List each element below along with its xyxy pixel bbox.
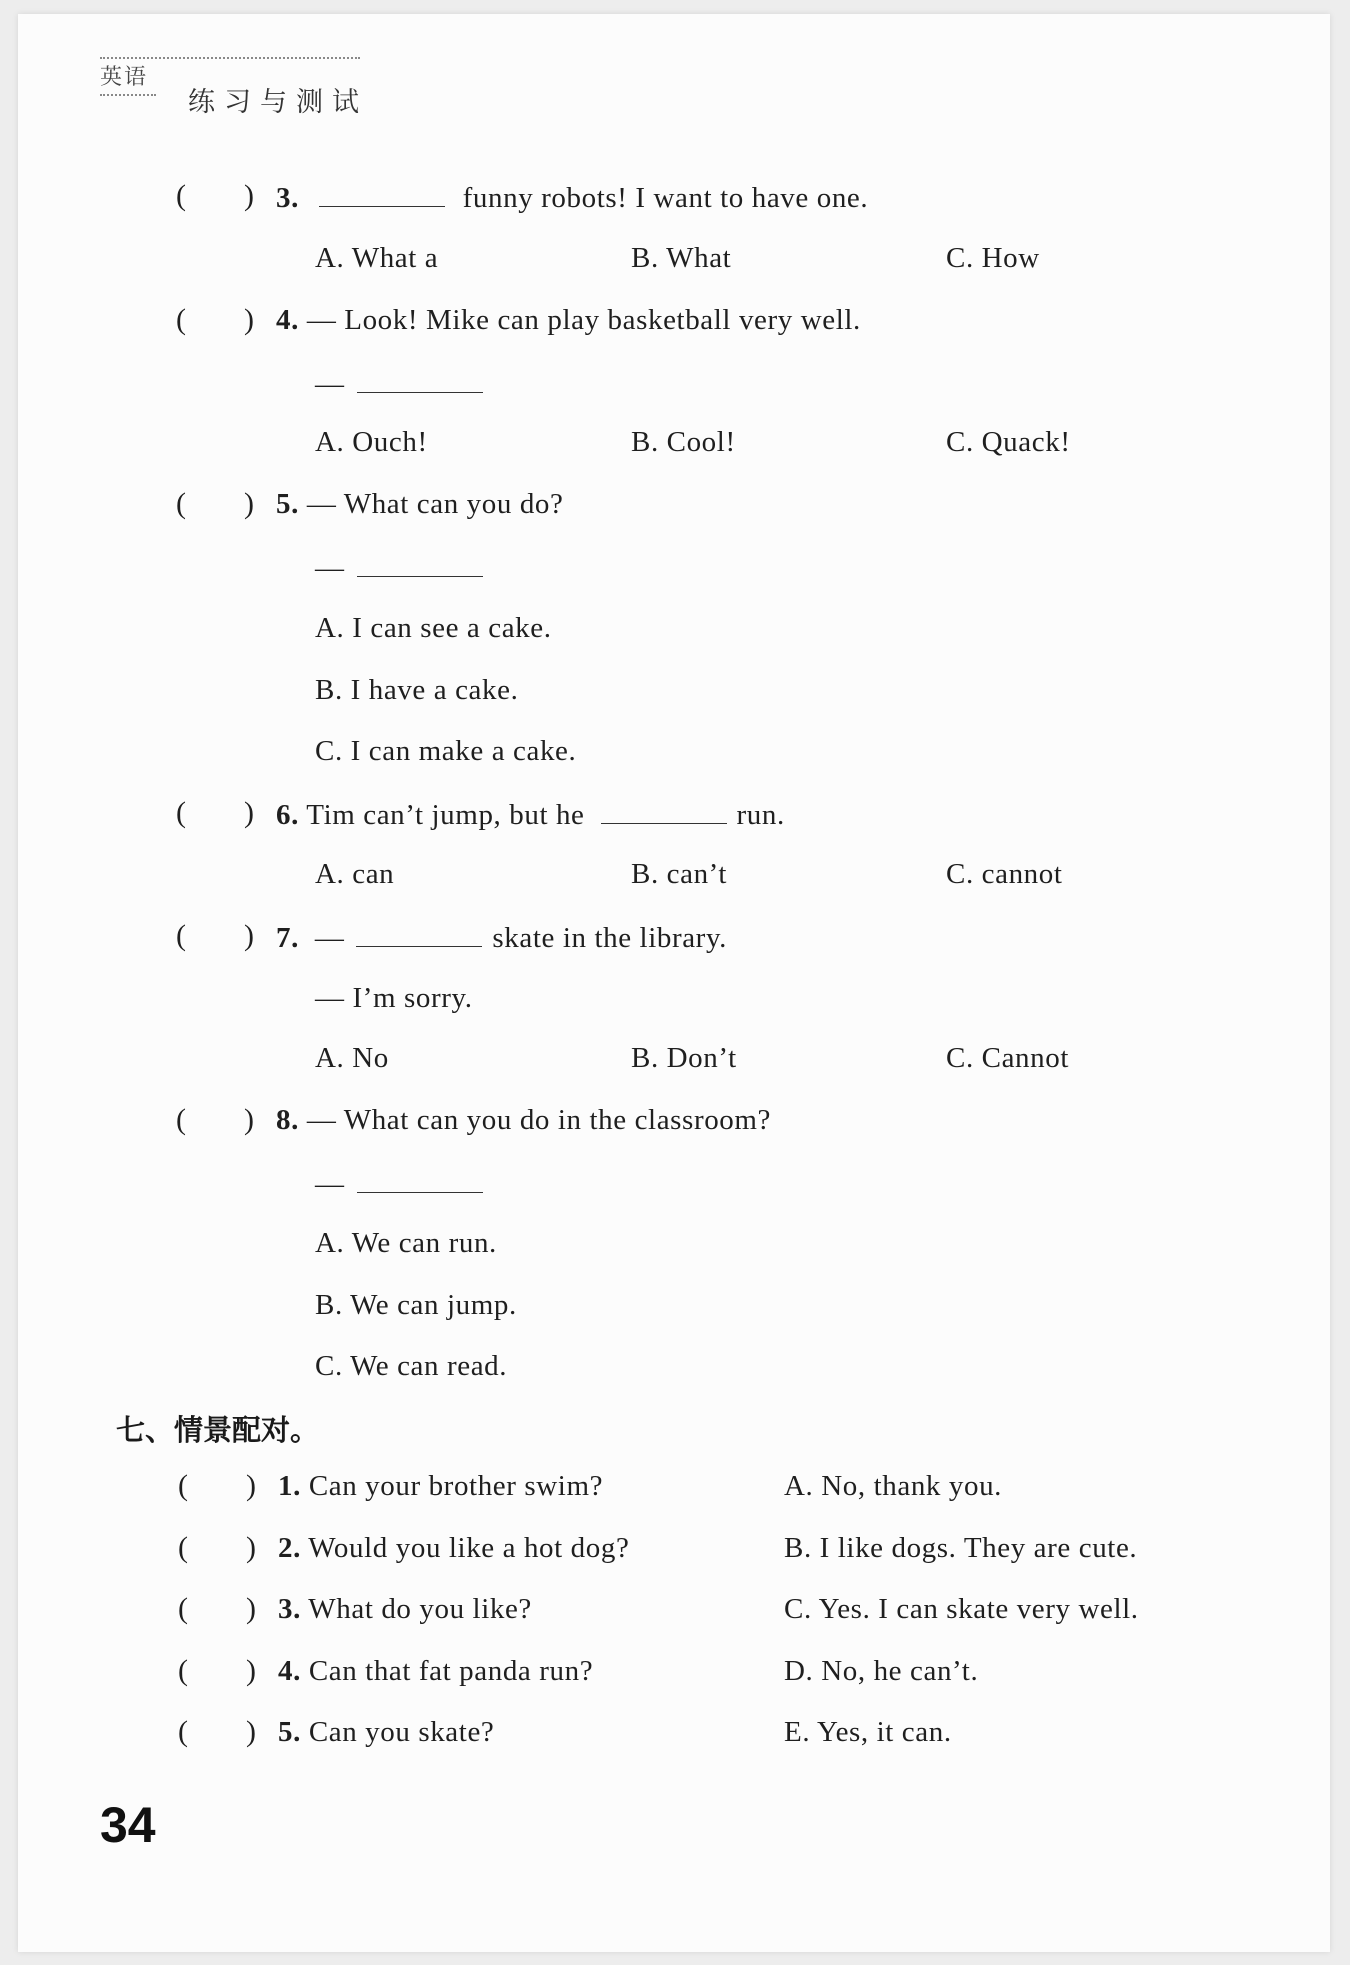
answer-blank[interactable] xyxy=(357,1164,483,1193)
match-answer-c: C. Yes. I can skate very well. xyxy=(784,1593,1139,1625)
answer-paren-open: ( xyxy=(176,487,186,520)
answer-paren-open: ( xyxy=(176,919,186,952)
page-number: 34 xyxy=(100,1797,156,1853)
match-question-2 xyxy=(278,1530,629,1566)
question-8 xyxy=(276,1102,771,1138)
reply-line xyxy=(315,364,493,402)
question-number: 7. xyxy=(276,922,299,954)
option-a: A. can xyxy=(315,858,395,890)
header-rule xyxy=(100,57,360,59)
question-text: Can that fat panda run? xyxy=(308,1655,594,1687)
answer-paren-open: ( xyxy=(176,1103,186,1136)
option-c: C. We can read. xyxy=(315,1350,508,1382)
option-a: A. I can see a cake. xyxy=(315,612,552,644)
option-c: C. I can make a cake. xyxy=(315,735,577,767)
option-b: B. We can jump. xyxy=(315,1289,517,1321)
question-text: — What can you do in the classroom? xyxy=(306,1104,772,1136)
answer-paren-open: ( xyxy=(176,796,186,829)
option-a: A. What a xyxy=(315,242,439,274)
option-c: C. Quack! xyxy=(946,426,1071,458)
dash: — xyxy=(315,368,345,400)
question-text-before: Tim can’t jump, but he xyxy=(306,799,585,831)
question-6 xyxy=(276,795,785,833)
match-answer-a: A. No, thank you. xyxy=(784,1470,1003,1502)
question-number: 3. xyxy=(276,182,299,214)
question-text: — What can you do? xyxy=(306,488,564,520)
dash: — xyxy=(314,922,345,954)
answer-blank[interactable] xyxy=(357,548,483,577)
answer-paren-close: ) xyxy=(244,487,254,520)
section-heading: 七、情景配对。 xyxy=(116,1413,320,1447)
match-question-3 xyxy=(278,1591,532,1627)
answer-paren-open: ( xyxy=(178,1715,188,1748)
header-subject: 英语 xyxy=(100,62,156,96)
answer-paren-close: ) xyxy=(246,1592,256,1625)
answer-paren-close: ) xyxy=(244,1103,254,1136)
answer-blank[interactable] xyxy=(601,795,727,824)
dash: — xyxy=(315,1168,345,1200)
question-number: 1. xyxy=(278,1470,301,1502)
option-b: B. Cool! xyxy=(631,426,736,458)
match-answer-b: B. I like dogs. They are cute. xyxy=(784,1532,1138,1564)
question-text: What do you like? xyxy=(308,1593,532,1625)
option-a: A. Ouch! xyxy=(315,426,428,458)
question-text: Can your brother swim? xyxy=(308,1470,604,1502)
answer-paren-close: ) xyxy=(244,796,254,829)
answer-paren-close: ) xyxy=(246,1715,256,1748)
match-answer-e: E. Yes, it can. xyxy=(784,1716,952,1748)
question-number: 6. xyxy=(276,799,299,831)
answer-paren-close: ) xyxy=(246,1531,256,1564)
option-a: A. We can run. xyxy=(315,1227,497,1259)
question-number: 3. xyxy=(278,1593,301,1625)
answer-paren-close: ) xyxy=(244,303,254,336)
answer-blank[interactable] xyxy=(356,918,482,947)
header-title: 练习与测试 xyxy=(188,87,368,118)
answer-paren-close: ) xyxy=(244,179,254,212)
question-number: 5. xyxy=(278,1716,301,1748)
question-text: funny robots! I want to have one. xyxy=(462,182,869,214)
question-text: — Look! Mike can play basketball very well. xyxy=(306,304,861,336)
question-text: Would you like a hot dog? xyxy=(308,1532,630,1564)
match-question-4 xyxy=(278,1653,593,1689)
answer-blank[interactable] xyxy=(357,364,483,393)
dash: — xyxy=(315,552,345,584)
match-answer-d: D. No, he can’t. xyxy=(784,1655,979,1687)
answer-paren-open: ( xyxy=(176,179,186,212)
option-b: B. What xyxy=(631,242,732,274)
option-c: C. cannot xyxy=(946,858,1063,890)
answer-paren-close: ) xyxy=(246,1469,256,1502)
match-question-1 xyxy=(278,1468,603,1504)
answer-paren-close: ) xyxy=(244,919,254,952)
option-b: B. I have a cake. xyxy=(315,674,519,706)
answer-blank[interactable] xyxy=(319,178,445,207)
question-7 xyxy=(276,918,727,956)
answer-paren-open: ( xyxy=(178,1592,188,1625)
answer-paren-open: ( xyxy=(178,1469,188,1502)
question-number: 8. xyxy=(276,1104,299,1136)
reply-line: — I’m sorry. xyxy=(315,982,473,1014)
answer-paren-open: ( xyxy=(178,1654,188,1687)
answer-paren-open: ( xyxy=(178,1531,188,1564)
option-b: B. can’t xyxy=(631,858,728,890)
reply-line xyxy=(315,548,493,586)
question-number: 2. xyxy=(278,1532,301,1564)
answer-paren-open: ( xyxy=(176,303,186,336)
question-text-after: skate in the library. xyxy=(492,922,728,954)
question-4 xyxy=(276,302,861,338)
answer-paren-close: ) xyxy=(246,1654,256,1687)
option-c: C. How xyxy=(946,242,1040,274)
question-text-after: run. xyxy=(736,799,785,831)
question-number: 4. xyxy=(278,1655,301,1687)
question-3 xyxy=(276,178,868,216)
option-b: B. Don’t xyxy=(631,1042,737,1074)
question-number: 5. xyxy=(276,488,299,520)
option-a: A. No xyxy=(315,1042,389,1074)
reply-line xyxy=(315,1164,493,1202)
option-c: C. Cannot xyxy=(946,1042,1070,1074)
question-number: 4. xyxy=(276,304,299,336)
match-question-5 xyxy=(278,1714,494,1750)
question-5 xyxy=(276,486,564,522)
question-text: Can you skate? xyxy=(308,1716,495,1748)
